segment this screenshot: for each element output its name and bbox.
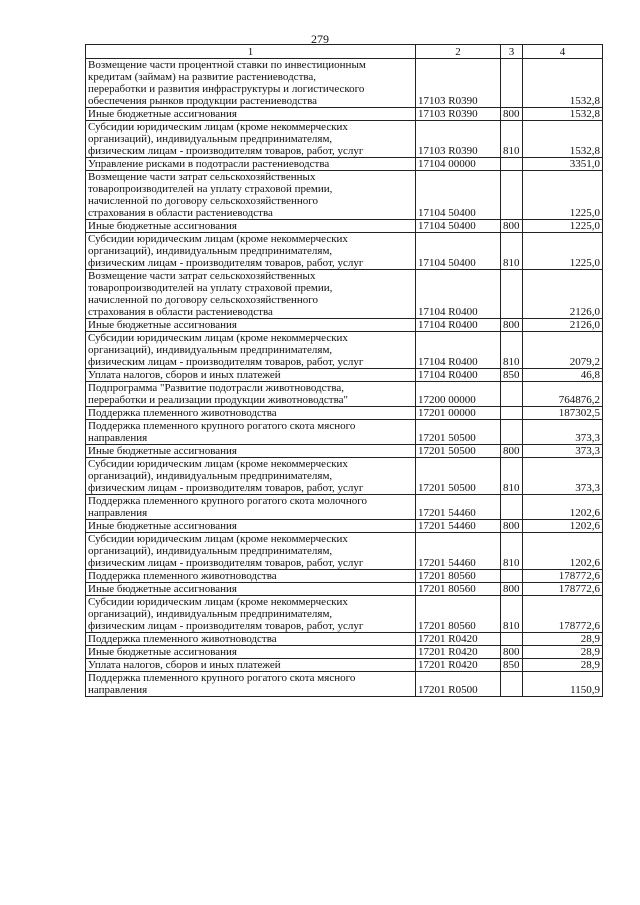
row-code: 17103 R0390: [416, 108, 501, 121]
row-expense-type: [501, 672, 523, 697]
row-expense-type: 800: [501, 108, 523, 121]
table-row: [86, 407, 603, 420]
row-expense-type: 850: [501, 369, 523, 382]
row-amount: 1202,6: [523, 533, 603, 570]
row-amount: 1202,6: [523, 520, 603, 533]
budget-table: [85, 44, 603, 697]
row-expense-type: 810: [501, 458, 523, 495]
table-row: [86, 319, 603, 332]
row-amount: 178772,6: [523, 570, 603, 583]
table-row: [86, 458, 603, 495]
row-expense-type: [501, 382, 523, 407]
row-amount: 373,3: [523, 420, 603, 445]
table-row: [86, 659, 603, 672]
row-expense-type: 800: [501, 646, 523, 659]
row-code: 17104 00000: [416, 158, 501, 171]
row-description: Возмещение части затрат сельскохозяйственных товаропроизводителей на уплату страховой премии, начисленной по договору сельскохозяйственного страхования в области растениеводства: [86, 270, 416, 319]
row-code: 17201 50500: [416, 420, 501, 445]
row-description: Поддержка племенного животноводства: [86, 407, 416, 420]
column-header-1: 1: [86, 45, 416, 59]
row-expense-type: 810: [501, 332, 523, 369]
table-row: [86, 646, 603, 659]
row-code: 17201 80560: [416, 583, 501, 596]
table-row: [86, 369, 603, 382]
row-description: Субсидии юридическим лицам (кроме некоммерческих организаций), индивидуальным предпринимателям, физическим лицам - производителям товаров, работ, услуг: [86, 596, 416, 633]
table-row: [86, 570, 603, 583]
row-code: 17201 R0420: [416, 633, 501, 646]
row-code: 17103 R0390: [416, 59, 501, 108]
row-expense-type: 800: [501, 520, 523, 533]
row-code: 17201 R0500: [416, 672, 501, 697]
row-expense-type: 810: [501, 596, 523, 633]
row-code: 17104 50400: [416, 171, 501, 220]
row-code: 17201 80560: [416, 596, 501, 633]
row-amount: 46,8: [523, 369, 603, 382]
row-expense-type: [501, 158, 523, 171]
row-amount: 764876,2: [523, 382, 603, 407]
row-expense-type: [501, 570, 523, 583]
row-description: Иные бюджетные ассигнования: [86, 520, 416, 533]
row-code: 17200 00000: [416, 382, 501, 407]
row-description: Поддержка племенного крупного рогатого скота мясного направления: [86, 420, 416, 445]
row-code: 17201 50500: [416, 445, 501, 458]
table-row: [86, 121, 603, 158]
table-row: [86, 233, 603, 270]
table-row: [86, 59, 603, 108]
row-amount: 178772,6: [523, 596, 603, 633]
table-header-row: [86, 45, 603, 59]
row-amount: 2126,0: [523, 270, 603, 319]
row-expense-type: [501, 495, 523, 520]
row-expense-type: 800: [501, 319, 523, 332]
row-code: 17201 R0420: [416, 646, 501, 659]
row-description: Субсидии юридическим лицам (кроме некоммерческих организаций), индивидуальным предпринимателям, физическим лицам - производителям товаров, работ, услуг: [86, 458, 416, 495]
table-row: [86, 158, 603, 171]
row-code: 17103 R0390: [416, 121, 501, 158]
row-code: 17201 00000: [416, 407, 501, 420]
row-description: Поддержка племенного крупного рогатого скота мясного направления: [86, 672, 416, 697]
row-expense-type: [501, 420, 523, 445]
row-expense-type: 850: [501, 659, 523, 672]
row-description: Уплата налогов, сборов и иных платежей: [86, 369, 416, 382]
column-header-2: 2: [416, 45, 501, 59]
row-expense-type: [501, 407, 523, 420]
table-row: [86, 520, 603, 533]
table-row: [86, 672, 603, 697]
row-description: Иные бюджетные ассигнования: [86, 583, 416, 596]
row-amount: 1225,0: [523, 220, 603, 233]
table-row: [86, 382, 603, 407]
row-description: Иные бюджетные ассигнования: [86, 646, 416, 659]
row-amount: 187302,5: [523, 407, 603, 420]
table-row: [86, 171, 603, 220]
row-expense-type: [501, 270, 523, 319]
row-description: Подпрограмма "Развитие подотрасли животноводства, переработки и реализации продукции животноводства": [86, 382, 416, 407]
budget-table-body: [86, 45, 603, 697]
row-description: Иные бюджетные ассигнования: [86, 319, 416, 332]
row-description: Субсидии юридическим лицам (кроме некоммерческих организаций), индивидуальным предпринимателям, физическим лицам - производителям товаров, работ, услуг: [86, 533, 416, 570]
row-expense-type: 800: [501, 445, 523, 458]
row-amount: 1532,8: [523, 121, 603, 158]
row-amount: 1202,6: [523, 495, 603, 520]
row-description: Субсидии юридическим лицам (кроме некоммерческих организаций), индивидуальным предпринимателям, физическим лицам - производителям товаров, работ, услуг: [86, 233, 416, 270]
row-amount: 28,9: [523, 633, 603, 646]
row-amount: 1532,8: [523, 108, 603, 121]
table-row: [86, 533, 603, 570]
row-description: Управление рисками в подотрасли растениеводства: [86, 158, 416, 171]
row-amount: 1225,0: [523, 233, 603, 270]
row-code: 17104 50400: [416, 220, 501, 233]
row-description: Иные бюджетные ассигнования: [86, 220, 416, 233]
row-description: Субсидии юридическим лицам (кроме некоммерческих организаций), индивидуальным предпринимателям, физическим лицам - производителям товаров, работ, услуг: [86, 332, 416, 369]
page-number: 279: [311, 32, 329, 46]
row-expense-type: [501, 171, 523, 220]
column-header-4: 4: [523, 45, 603, 59]
row-code: 17201 R0420: [416, 659, 501, 672]
row-amount: 28,9: [523, 646, 603, 659]
row-amount: 2126,0: [523, 319, 603, 332]
row-code: 17201 54460: [416, 520, 501, 533]
row-amount: 178772,6: [523, 583, 603, 596]
row-code: 17104 R0400: [416, 369, 501, 382]
row-code: 17104 R0400: [416, 319, 501, 332]
row-amount: 1150,9: [523, 672, 603, 697]
row-amount: 3351,0: [523, 158, 603, 171]
table-row: [86, 270, 603, 319]
table-row: [86, 583, 603, 596]
table-row: [86, 420, 603, 445]
row-description: Иные бюджетные ассигнования: [86, 108, 416, 121]
row-expense-type: [501, 59, 523, 108]
row-expense-type: [501, 633, 523, 646]
table-row: [86, 108, 603, 121]
row-expense-type: 810: [501, 233, 523, 270]
row-code: 17201 54460: [416, 495, 501, 520]
row-description: Уплата налогов, сборов и иных платежей: [86, 659, 416, 672]
row-description: Поддержка племенного животноводства: [86, 633, 416, 646]
row-description: Иные бюджетные ассигнования: [86, 445, 416, 458]
row-code: 17201 54460: [416, 533, 501, 570]
row-description: Поддержка племенного животноводства: [86, 570, 416, 583]
row-amount: 1532,8: [523, 59, 603, 108]
row-amount: 2079,2: [523, 332, 603, 369]
row-expense-type: 810: [501, 533, 523, 570]
row-code: 17104 R0400: [416, 332, 501, 369]
table-row: [86, 445, 603, 458]
table-row: [86, 332, 603, 369]
row-amount: 373,3: [523, 445, 603, 458]
row-code: 17201 80560: [416, 570, 501, 583]
row-amount: 1225,0: [523, 171, 603, 220]
row-description: Возмещение части процентной ставки по инвестиционным кредитам (займам) на развитие растениеводства, переработки и развития инфраструктуры и логистического обеспечения рынков продукции растениеводства: [86, 59, 416, 108]
table-row: [86, 495, 603, 520]
row-code: 17104 R0400: [416, 270, 501, 319]
row-code: 17201 50500: [416, 458, 501, 495]
row-expense-type: 800: [501, 583, 523, 596]
row-amount: 28,9: [523, 659, 603, 672]
column-header-3: 3: [501, 45, 523, 59]
table-row: [86, 633, 603, 646]
row-amount: 373,3: [523, 458, 603, 495]
row-expense-type: 800: [501, 220, 523, 233]
row-description: Возмещение части затрат сельскохозяйственных товаропроизводителей на уплату страховой премии, начисленной по договору сельскохозяйственного страхования в области растениеводства: [86, 171, 416, 220]
row-expense-type: 810: [501, 121, 523, 158]
row-description: Поддержка племенного крупного рогатого скота молочного направления: [86, 495, 416, 520]
row-code: 17104 50400: [416, 233, 501, 270]
table-row: [86, 220, 603, 233]
row-description: Субсидии юридическим лицам (кроме некоммерческих организаций), индивидуальным предпринимателям, физическим лицам - производителям товаров, работ, услуг: [86, 121, 416, 158]
table-row: [86, 596, 603, 633]
